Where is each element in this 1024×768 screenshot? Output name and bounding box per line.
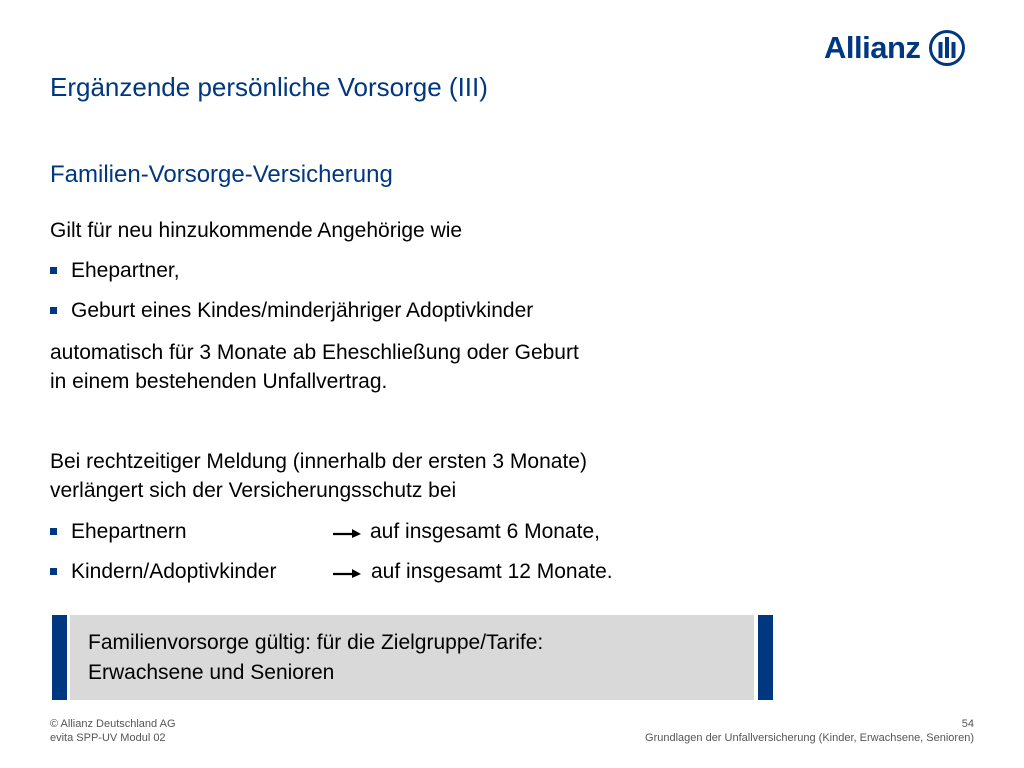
bullet-item [50,256,180,285]
highlight-bar-right [758,615,773,700]
arrow-right-icon [333,563,361,579]
highlight-bar-left [52,615,67,700]
allianz-eagle-icon [928,29,966,67]
notice-line-1: Bei rechtzeitiger Meldung (innerhalb der ersten 3 Monate) [50,450,587,473]
extension-who: Ehepartnern [71,520,187,543]
footer-copyright: © Allianz Deutschland AG [50,718,176,730]
extension-duration: auf insgesamt 6 Monate, [370,520,600,543]
arrow-right-icon [333,523,361,539]
footer-subject: Grundlagen der Unfallversicherung (Kinder, Erwachsene, Senioren) [645,732,974,744]
square-bullet-icon [50,528,57,535]
intro-text: Gilt für neu hinzukommende Angehörige wie [50,219,463,242]
bullet-text: Geburt eines Kindes/minderjähriger Adoptivkinder [71,299,534,322]
highlight-text [88,628,543,688]
page-number: 54 [961,718,974,730]
logo-wordmark: Allianz [824,30,921,65]
extension-duration: auf insgesamt 12 Monate. [371,560,613,583]
bullet-text: Ehepartner, [71,259,180,282]
square-bullet-icon [50,307,57,314]
bullet-item [50,296,533,325]
highlight-line-2: Erwachsene und Senioren [88,661,335,684]
notice-line-2: verlängert sich der Versicherungsschutz bei [50,479,457,502]
section-title: Familien-Vorsorge-Versicherung [50,161,393,188]
square-bullet-icon [50,568,57,575]
highlight-line-1: Familienvorsorge gültig: für die Zielgruppe/Tarife: [88,631,544,654]
square-bullet-icon [50,267,57,274]
extension-who: Kindern/Adoptivkinder [71,560,277,583]
allianz-logo [824,28,966,68]
auto-coverage-line-2: in einem bestehenden Unfallvertrag. [50,370,388,393]
auto-coverage-line-1: automatisch für 3 Monate ab Eheschließung oder Geburt [50,341,579,364]
slide-title: Ergänzende persönliche Vorsorge (III) [50,72,488,102]
footer-module: evita SPP-UV Modul 02 [50,732,166,744]
